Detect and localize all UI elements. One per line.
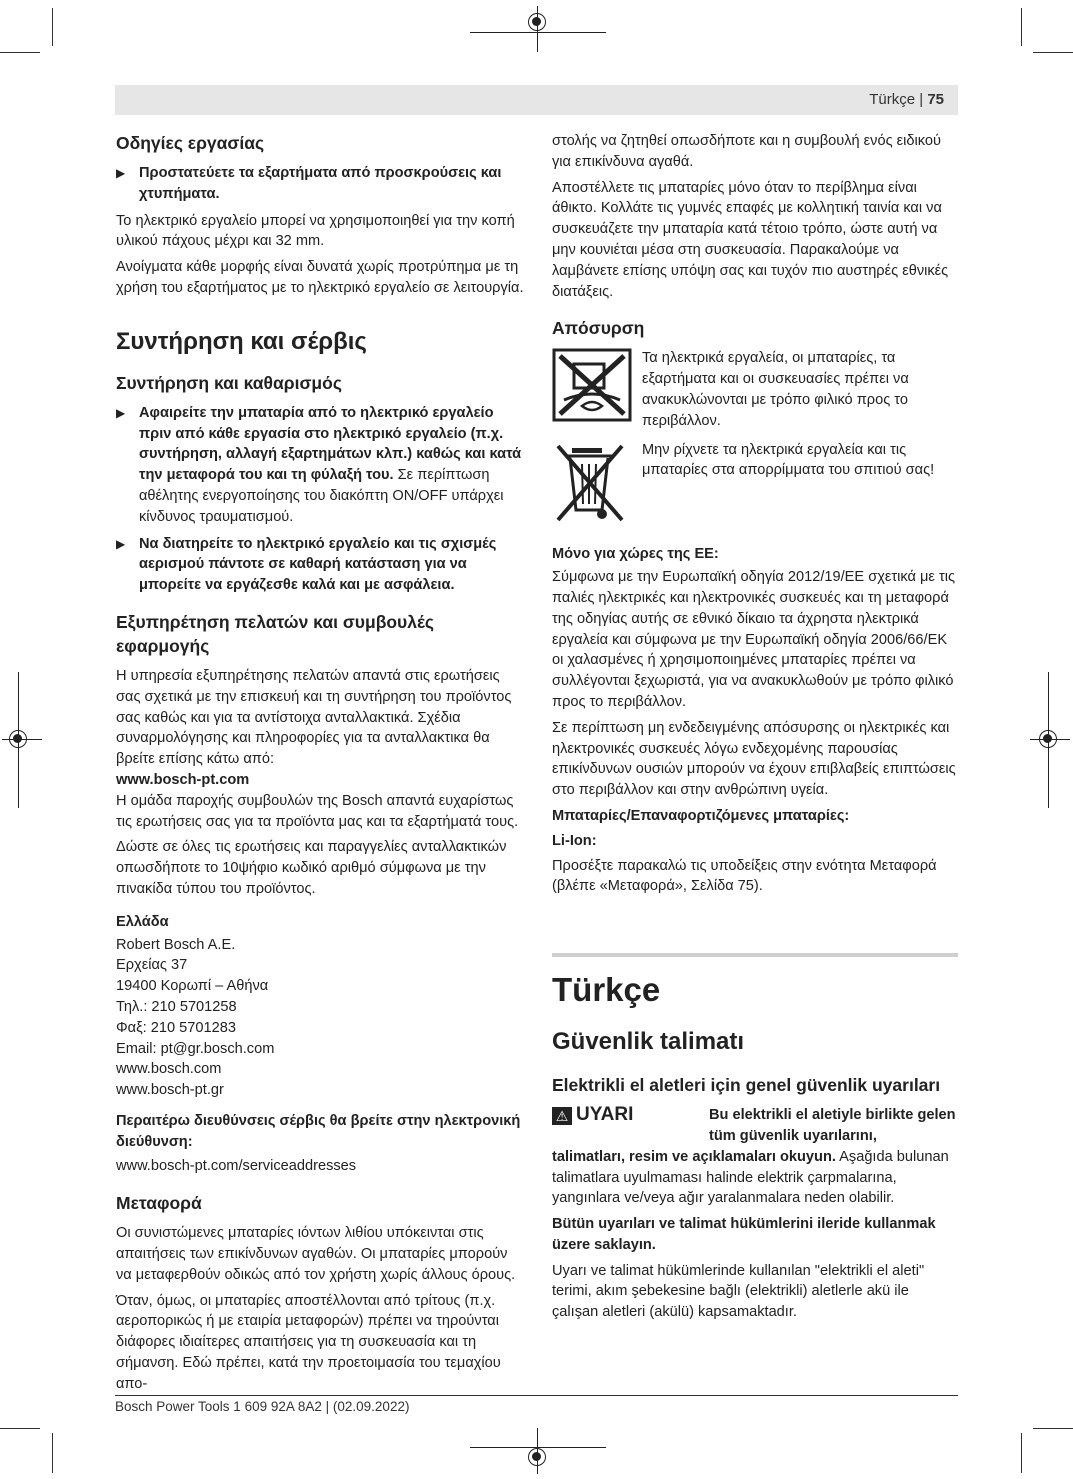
crop-mark [52,8,53,46]
eu-only-heading: Μόνο για χώρες της ΕΕ: [552,546,719,563]
website-link[interactable]: www.bosch.com [116,1061,222,1078]
no-trash-packaging-icon [552,348,632,431]
crossed-wheelie-bin-icon [552,440,632,535]
heading-customer-service: Εξυπηρέτηση πελατών και συμβουλές εφαρμογής [116,611,434,656]
crop-mark [1021,8,1022,46]
crop-mark [1033,1428,1073,1429]
heading-turkce: Türkçe [552,971,661,1009]
paragraph: Δώστε σε όλες τις ερωτήσεις και παραγγελίες ανταλλακτικών οπωσδήποτε το 10ψήφιο κωδικό αριθμό σύμφωνα με την πινακίδα τύπου του προϊόντος. [116,839,507,897]
paragraph: Οι συνιστώμενες μπαταρίες ιόντων λιθίου υπόκεινται στις απαιτήσεις των επικίνδυνων αγαθών. Οι μπαταρίες μπορούν να μεταφερθούν οδικώς από τον χρήστη χωρίς άλλους όρους. [116,1225,516,1283]
page-number: 75 [927,91,944,108]
website-link[interactable]: www.bosch-pt.gr [116,1082,224,1099]
more-service-heading: Περαιτέρω διευθύνσεις σέρβις θα βρείτε στην ηλεκτρονική διεύθυνση: [116,1112,521,1150]
disposal-row [552,348,958,431]
warning-bold-text: Bu elektrikli el aletiyle birlikte gelen tüm güvenlik uyarılarını, [709,1107,956,1144]
registration-target-icon [528,13,546,31]
paragraph: Όταν, όμως, οι μπαταρίες αποστέλλονται από τρίτους (π.χ. αεροπορικώς ή με εταιρία μεταφορών) πρέπει να τηρούνται διάφορες ιδιαίτερες απαιτήσεις για τη συσκευασία και τη σήμανση. Εδώ πρέπει, κατά την προετοιμασία του τεμαχίου απο- [116,1292,501,1392]
address-block [116,935,526,1101]
paragraph: Μην ρίχνετε τα ηλεκτρικά εργαλεία και τις μπαταρίες στα απορρίμματα του σπιτιού σας! [642,441,935,479]
bullet-text: Σε περίπτωση αθέλητης ενεργοποίησης του διακόπτη ON/OFF υπάρχει κίνδυνος τραυματισμού. [139,467,504,525]
paragraph [552,1147,958,1209]
heading-disposal: Απόσυρση [552,318,645,339]
header-text [869,91,944,108]
bullet-text-bold: Αφαιρείτε την μπαταρία από το ηλεκτρικό εργαλείο πριν από κάθε εργασία στο ηλεκτρικό εργαλείο (π.χ. συντήρηση, αλλαγή εξαρτημάτων κλπ.) καθώς και κατά την μεταφορά του και τη φύλαξή του. [139,404,522,484]
fax-line: Φαξ: 210 5701283 [116,1019,236,1036]
crop-mark [52,1433,53,1473]
bullet-text: Προστατεύετε τα εξαρτήματα από προσκρούσεις και χτυπήματα. [139,165,502,202]
warning-rest-text: Aşağıda bulunan talimatlara uyulmaması halinde elektrik çarpmalarına, yangınlara ve/veya ağır yaralanmalara neden olabilir. [552,1148,949,1207]
paragraph: Προσέξτε παρακαλώ τις υποδείξεις στην ενότητα Μεταφορά (βλέπε «Μεταφορά», Σελίδα 75). [552,857,937,895]
registration-target-icon [9,730,27,748]
left-column [116,131,526,1400]
right-column [552,131,958,1328]
heading-safety-instructions: Güvenlik talimatı [552,1028,745,1056]
heading-maintenance-service: Συντήρηση και σέρβις [116,327,367,355]
service-url[interactable]: www.bosch-pt.com [116,771,250,788]
address-line: Ερχείας 37 [116,957,188,974]
bullet-arrow-icon: ▶ [116,536,126,551]
keep-instructions: Bütün uyarıları ve talimat hükümlerini ileride kullanmak üzere saklayın. [552,1216,936,1253]
bullet-text: Να διατηρείτε το ηλεκτρικό εργαλείο και τις σχισμές αερισμού πάντοτε σε καθαρή κατάσταση για να μπορείτε να εργάζεσθε καλά και με ασφάλεια. [139,535,497,594]
header-section: Türkçe | [869,91,924,108]
crop-mark [0,52,40,53]
warning-triangle-icon: ⚠ [552,1107,572,1125]
paragraph: Σε περίπτωση μη ενδεδειγμένης απόσυρσης οι ηλεκτρικές και ηλεκτρονικές συσκευές λόγω ενδεχομένης παρουσίας επικίνδυνων ουσιών μπορούν να έχουν επιβλαβείς επιπτώσεις στο περιβάλλον και στην ανθρώπινη υγεία. [552,719,956,799]
registration-line [470,32,606,33]
bullet-arrow-icon: ▶ [116,166,126,180]
email-line[interactable]: Email: pt@gr.bosch.com [116,1040,275,1057]
heading-maintenance-cleaning: Συντήρηση και καθαρισμός [116,372,342,393]
paragraph: Uyarı ve talimat hükümlerinde kullanılan "elektrikli el aleti" terimi, akım şebekesine bağlı (elektrikli) aletlerle akü ile çalışan aletleri (akülü) kapsamaktadır. [552,1262,925,1321]
disposal-row [552,440,958,535]
paragraph: Η ομάδα παροχής συμβουλών της Bosch απαντά ευχαρίστως τις ερωτήσεις σας για τα προϊόντα μας και τα εξαρτήματά τους. [116,792,519,830]
service-addresses-link[interactable]: www.bosch-pt.com/serviceaddresses [116,1158,357,1175]
paragraph: στολής να ζητηθεί οπωσδήποτε και η συμβουλή ενός ειδικού για επικίνδυνα αγαθά. [552,133,942,170]
registration-target-icon [1039,730,1057,748]
country-heading: Ελλάδα [116,913,169,930]
page-footer: Bosch Power Tools 1 609 92A 8A2 | (02.09.2022) [115,1399,410,1414]
paragraph: Ανοίγματα κάθε μορφής είναι δυνατά χωρίς προτρύπημα με τη χρήση του εξαρτήματος με το ηλεκτρικό εργαλείο σε λειτουργία. [116,259,524,296]
paragraph: Αποστέλλετε τις μπαταρίες μόνο όταν το περίβλημα είναι άθικτο. Κολλάτε τις γυμνές επαφές με κολλητική ταινία και να συσκευάζετε την μπαταρία κατά τέτοιο τρόπο, ώστε αυτή να μην κουνιέται μέσα στη συσκευασία. Παρακαλούμε να λαμβάνετε επίσης υπόψη σας και τυχόν πιο αυστηρές εθνικές διατάξεις. [552,179,949,300]
heading-general-warnings: Elektrikli el aletleri için genel güvenlik uyarıları [552,1075,941,1096]
warning-bold-text: talimatları, resim ve açıklamaları okuyun. [552,1148,836,1165]
paragraph: Σύμφωνα με την Ευρωπαϊκή οδηγία 2012/19/ΕΕ σχετικά με τις παλιές ηλεκτρικές και ηλεκτρονικές συσκευές και τη μεταφορά της οδηγίας αυτής σε εθνικό δίκαιο τα άχρηστα ηλεκτρικά εργαλεία και σύμφωνα με την Ευρωπαϊκή οδηγία 2006/66/ΕΚ οι χαλασμένες ή χρησιμοποιημένες μπαταρίες πρέπει να συλλέγονται ξεχωριστά, για να ανακυκλωθούν με τρόπο φιλικό προς το περιβάλλον. [552,569,955,710]
address-line: 19400 Κορωπί – Αθήνα [116,978,269,995]
bullet-arrow-icon: ▶ [116,405,126,420]
bullet-item [116,163,526,205]
registration-target-icon [528,1448,546,1466]
footer-rule [115,1395,958,1396]
paragraph: Το ηλεκτρικό εργαλείο μπορεί να χρησιμοποιηθεί για την κοπή υλικού πάχους μέχρι και 32 mm. [116,212,515,250]
crop-mark [1033,52,1073,53]
bullet-item [116,534,526,596]
page-header [115,85,958,115]
heading-transport: Μεταφορά [116,1193,202,1214]
crop-mark [0,1428,40,1429]
address-line: Robert Bosch A.E. [116,936,236,953]
paragraph: Τα ηλεκτρικά εργαλεία, οι μπαταρίες, τα εξαρτήματα και οι συσκευασίες πρέπει να ανακυκλώνονται με τρόπο φιλικό προς το περιβάλλον. [642,350,909,429]
bullet-item [116,403,526,528]
phone-line: Τηλ.: 210 5701258 [116,998,237,1015]
batteries-heading: Μπαταρίες/Επαναφορτιζόμενες μπαταρίες: [552,807,850,824]
paragraph: Η υπηρεσία εξυπηρέτησης πελατών απαντά στις ερωτήσεις σας σχετικά με την επισκευή και τη συντήρηση του προϊόντος σας καθώς και για τα αντίστοιχα ανταλλακτικά. Σχέδια συναρμολόγησης και πληροφορίες για τα ανταλλακτικα θα βρείτε επίσης κάτω από: [116,667,512,768]
liion-heading: Li-Ion: [552,832,597,849]
warning-text: UYARI [576,1104,634,1126]
crop-mark [1021,1433,1022,1473]
section-separator [552,953,958,957]
warning-label [552,1105,709,1126]
heading-work-instructions: Οδηγίες εργασίας [116,133,265,153]
warning-block [552,1105,958,1147]
